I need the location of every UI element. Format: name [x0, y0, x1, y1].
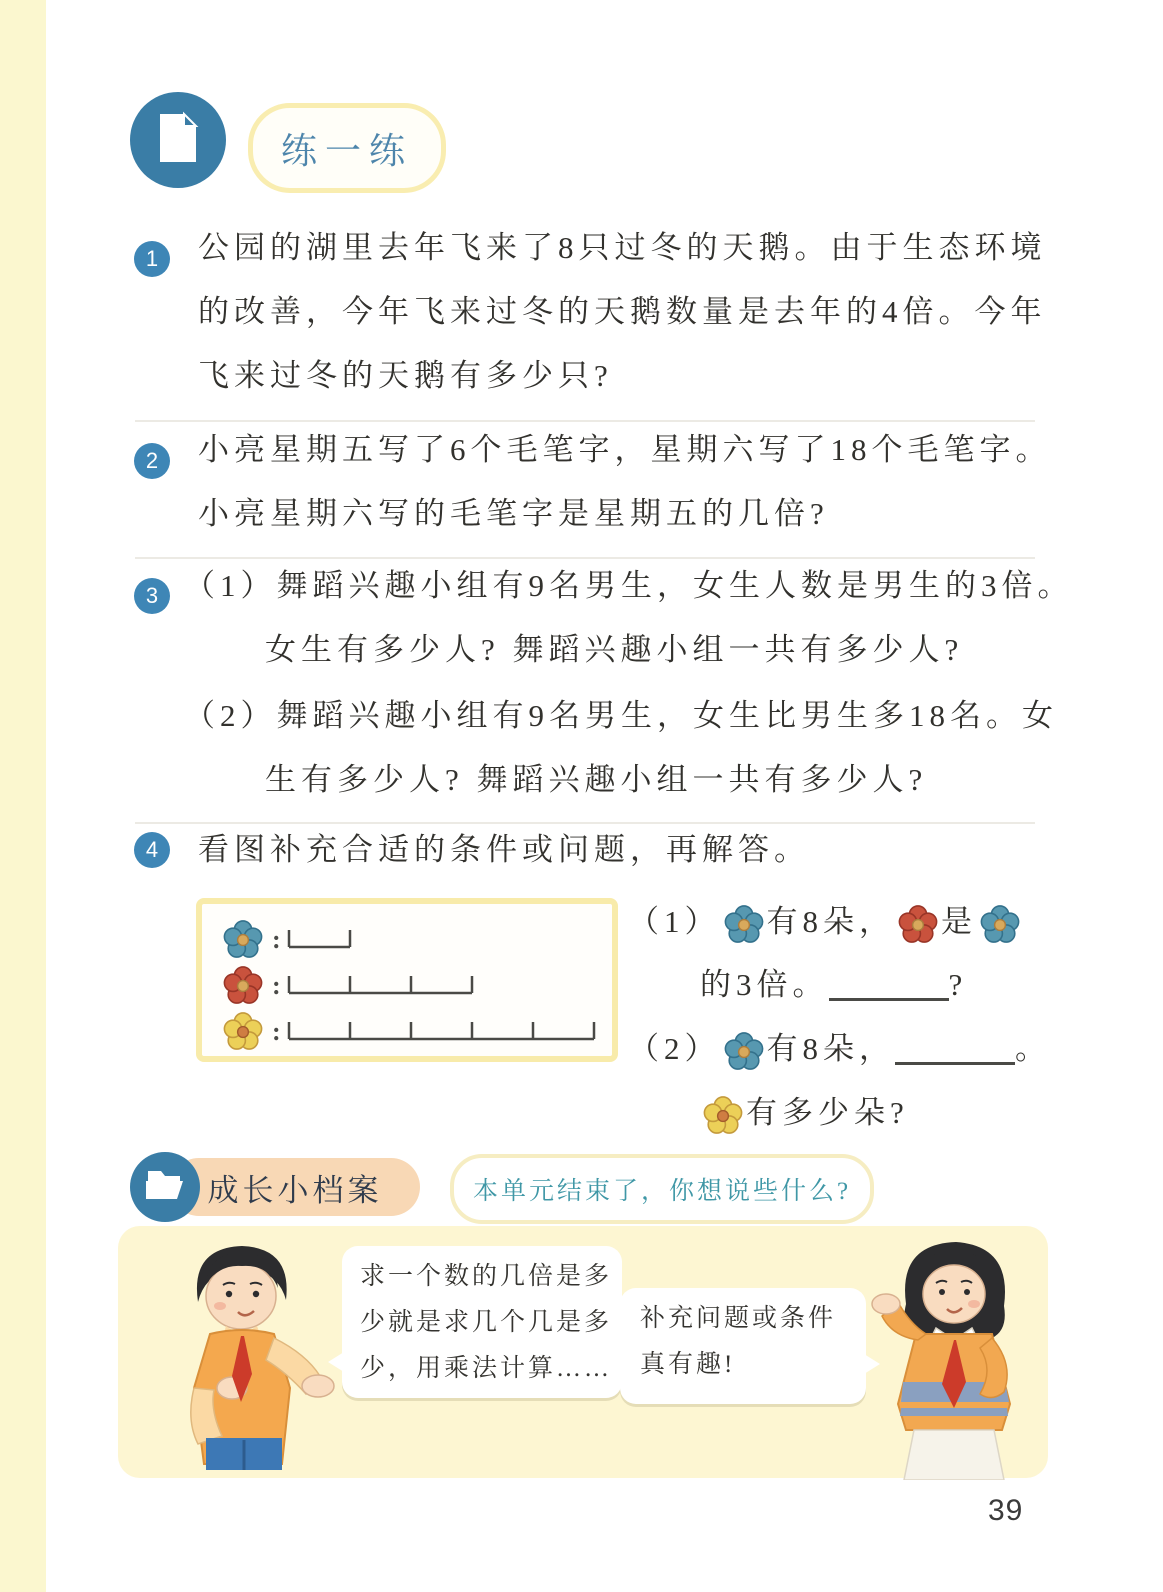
question-3-line: （1）舞蹈兴趣小组有9名男生，女生人数是男生的3倍。 — [184, 568, 1074, 603]
growth-icon-circle — [130, 1152, 200, 1222]
divider — [135, 420, 1035, 422]
boy-illustration — [140, 1238, 345, 1475]
question-3-line: 女生有多少人? 舞蹈兴趣小组一共有多少人? — [265, 632, 964, 667]
page-number: 39 — [988, 1494, 1024, 1527]
question-4-sub1-line2: 的3倍。 ? — [700, 967, 968, 1002]
question-1-bullet — [134, 241, 170, 277]
question-1-line: 飞来过冬的天鹅有多少只? — [198, 358, 613, 393]
bar-diagram-row — [220, 1010, 596, 1054]
girl-speech-bubble — [620, 1288, 866, 1404]
section-icon-circle — [130, 92, 226, 188]
boy-speech-line: 求一个数的几倍是多 — [360, 1263, 613, 1290]
question-1-line: 的改善，今年飞来过冬的天鹅数量是去年的4倍。今年 — [198, 294, 1047, 329]
blue-flower-icon — [721, 1032, 767, 1072]
question-2-line: 小亮星期六写的毛笔字是星期五的几倍? — [198, 496, 829, 531]
question-1-number: 1 — [145, 246, 159, 271]
tape-bar — [287, 1018, 596, 1047]
bar-diagram-row — [220, 964, 474, 1008]
blue-flower-icon — [721, 905, 767, 945]
yellow-flower-icon — [220, 1012, 266, 1052]
question-4-sub2-line: （2） 有8朵， 。 — [628, 1032, 1051, 1072]
tape-bar — [287, 926, 352, 955]
question-3-line: （2）舞蹈兴趣小组有9名男生，女生比男生多18名。女 — [184, 698, 1058, 733]
question-2-bullet — [134, 443, 170, 479]
blue-flower-icon — [977, 905, 1023, 945]
question-3-number: 3 — [145, 583, 159, 608]
question-4-intro: 看图补充合适的条件或问题，再解答。 — [198, 832, 810, 867]
blue-flower-icon — [220, 920, 266, 960]
question-4-number: 4 — [145, 837, 159, 862]
bar-diagram-row — [220, 918, 352, 962]
question-3-bullet — [134, 578, 170, 614]
colon-label: : — [272, 971, 281, 1000]
question-4-sub1-line: （1） 有8朵， 是 — [628, 905, 1023, 945]
divider — [135, 557, 1035, 559]
fill-in-blank — [829, 968, 949, 1001]
boy-speech-bubble — [342, 1246, 622, 1398]
colon-label: : — [272, 925, 281, 954]
question-4-bullet — [134, 832, 170, 868]
growth-prompt: 本单元结束了，你想说些什么? — [472, 1178, 852, 1205]
boy-speech-line: 少，用乘法计算…… — [360, 1355, 613, 1382]
section-title-pill — [248, 103, 446, 193]
girl-illustration — [852, 1232, 1052, 1485]
boy-speech-line: 少就是求几个几是多 — [360, 1309, 613, 1336]
divider — [135, 822, 1035, 824]
girl-speech-line: 补充问题或条件 — [640, 1305, 837, 1332]
question-3-line: 生有多少人? 舞蹈兴趣小组一共有多少人? — [265, 762, 928, 797]
question-4-sub2-line2: 有多少朵? — [700, 1096, 909, 1136]
fill-in-blank — [895, 1032, 1015, 1065]
growth-label: 成长小档案 — [207, 1172, 383, 1208]
growth-prompt-bubble — [450, 1154, 874, 1224]
tape-bar — [287, 972, 474, 1001]
question-2-number: 2 — [145, 448, 159, 473]
folder-icon — [144, 1167, 186, 1208]
red-flower-icon — [895, 905, 941, 945]
bar-diagram-box — [196, 898, 618, 1062]
girl-speech-line: 真有趣! — [640, 1351, 736, 1378]
red-flower-icon — [220, 966, 266, 1006]
document-icon — [152, 110, 204, 171]
yellow-flower-icon — [700, 1096, 746, 1136]
page-edge-strip — [0, 0, 46, 1592]
question-1-line: 公园的湖里去年飞来了8只过冬的天鹅。由于生态环境 — [198, 230, 1047, 265]
question-2-line: 小亮星期五写了6个毛笔字，星期六写了18个毛笔字。 — [198, 432, 1052, 467]
section-title: 练一练 — [280, 130, 413, 171]
growth-label-pill — [170, 1158, 420, 1216]
colon-label: : — [272, 1017, 281, 1046]
